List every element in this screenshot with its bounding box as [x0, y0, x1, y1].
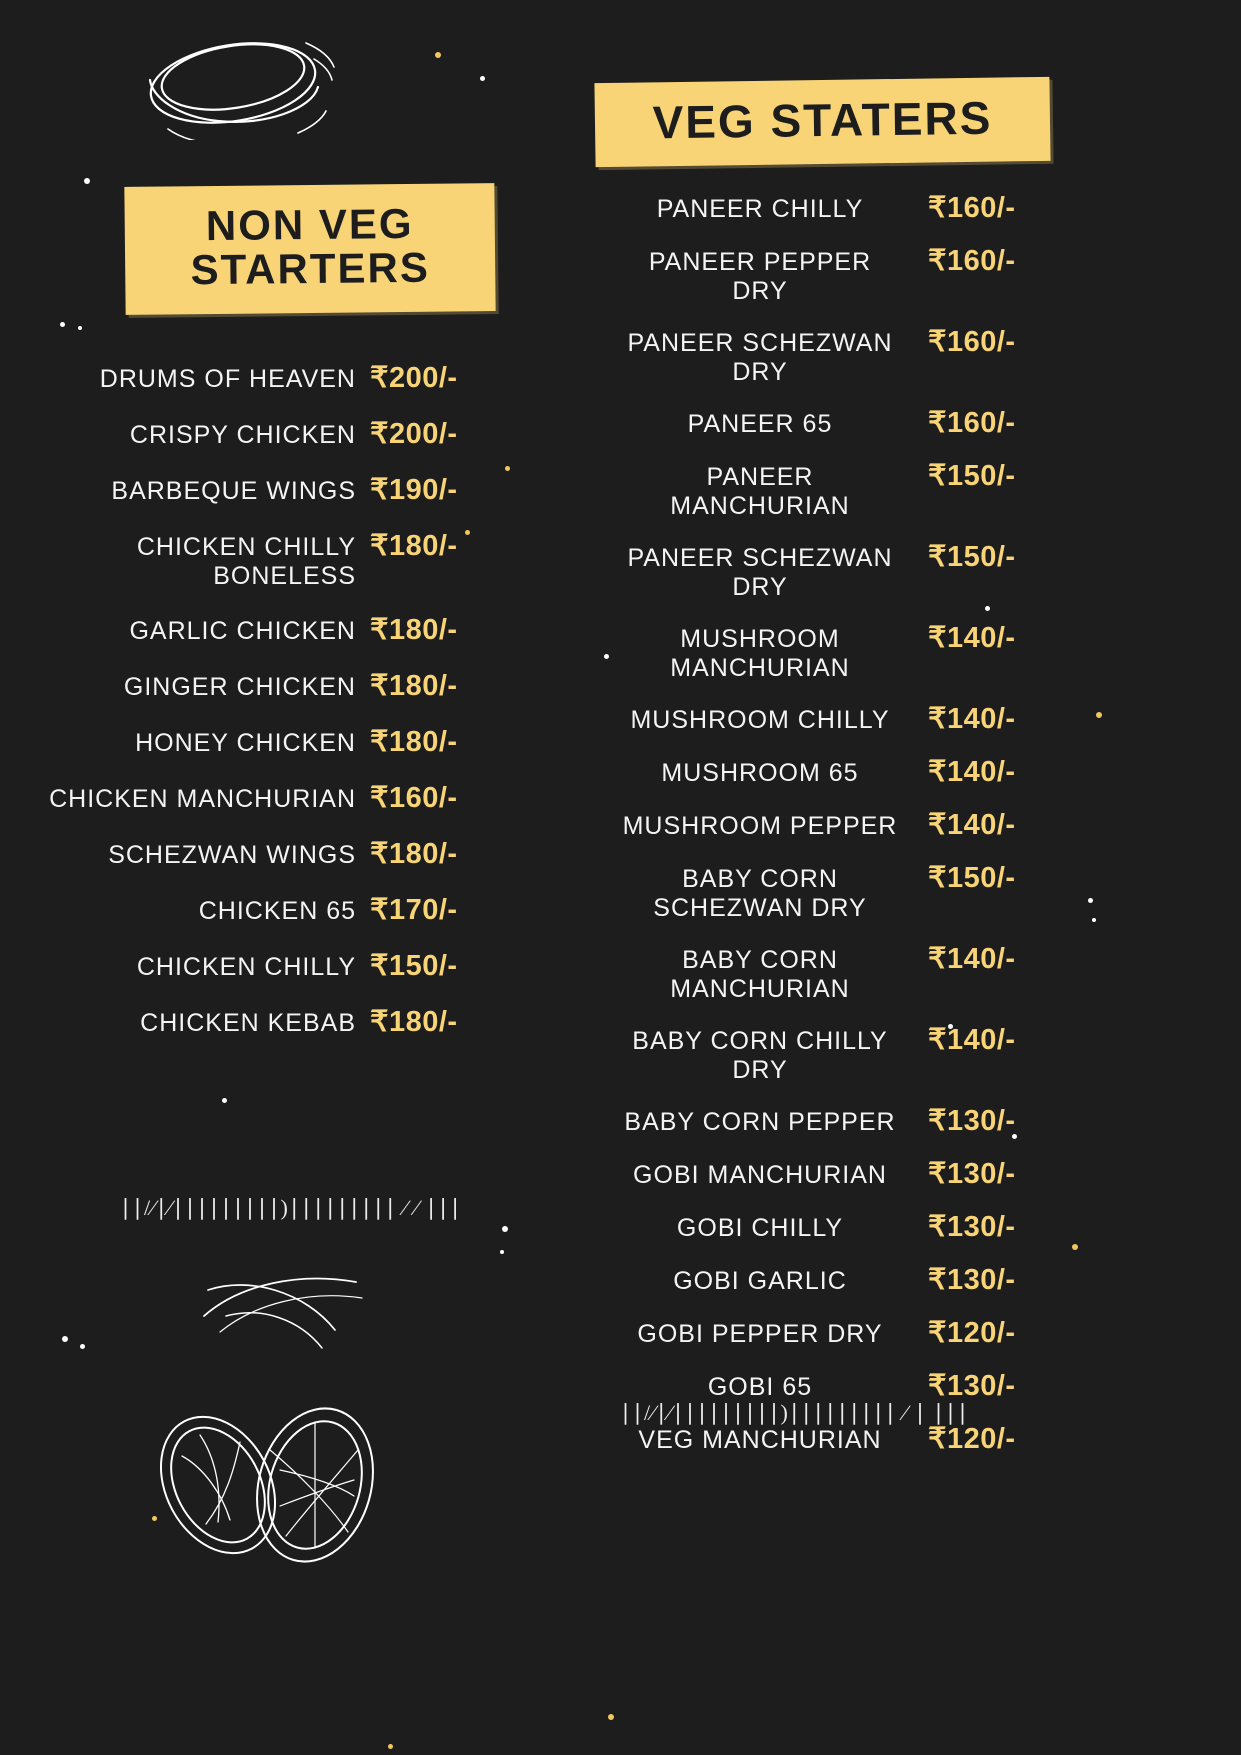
item-price: ₹160/-	[928, 326, 1016, 358]
dot-decoration	[84, 178, 90, 184]
veg-item-list	[620, 190, 1220, 1474]
dot-decoration	[388, 1744, 393, 1749]
item-price: ₹130/-	[928, 1370, 1016, 1402]
menu-item-row	[620, 1103, 1220, 1138]
menu-item-row	[620, 458, 1220, 521]
divider-scribble-left: ∣∣/∕∣∕∣∣∣∣∣∣∣∣∣)∣∣∣∣∣∣∣∣∣ ∕ ∕ ∣∣∣	[120, 1195, 462, 1220]
item-price: ₹160/-	[370, 782, 458, 814]
item-price: ₹130/-	[928, 1158, 1016, 1190]
item-price: ₹190/-	[370, 474, 458, 506]
item-name: CRISPY CHICKEN	[129, 421, 356, 449]
menu-item-row	[20, 780, 600, 815]
item-price: ₹180/-	[370, 670, 458, 702]
veg-heading	[594, 77, 1050, 168]
item-price: ₹200/-	[370, 362, 458, 394]
item-price: ₹130/-	[928, 1264, 1016, 1296]
menu-item-row	[620, 754, 1220, 789]
dot-decoration	[60, 322, 65, 327]
dot-decoration	[78, 326, 82, 330]
item-price: ₹200/-	[370, 418, 458, 450]
item-name: CHICKEN CHILLY	[136, 953, 356, 981]
item-name: PANEER CHILLY	[656, 195, 864, 223]
item-price: ₹140/-	[928, 809, 1016, 841]
item-price: ₹180/-	[370, 1006, 458, 1038]
item-name: PANEER PEPPER DRY	[648, 248, 872, 305]
dot-decoration	[80, 1344, 85, 1349]
item-name: BABY CORN MANCHURIAN	[670, 946, 850, 1003]
item-name: GOBI MANCHURIAN	[633, 1161, 887, 1189]
dot-decoration	[480, 76, 485, 81]
item-name: BABY CORN CHILLY DRY	[632, 1027, 888, 1084]
dot-decoration	[500, 1250, 504, 1254]
dot-decoration	[435, 52, 441, 58]
menu-item-row	[20, 724, 600, 759]
brush-stroke-sketch-icon	[190, 1270, 410, 1340]
dot-decoration	[222, 1098, 227, 1103]
item-price: ₹180/-	[370, 838, 458, 870]
item-name: PANEER 65	[687, 410, 833, 438]
veg-heading-label: VEG STATERS	[652, 91, 993, 149]
item-name: VEG MANCHURIAN	[638, 1426, 882, 1454]
item-name: SCHEZWAN WINGS	[108, 841, 356, 869]
item-name: GOBI CHILLY	[676, 1214, 844, 1242]
menu-item-row	[620, 807, 1220, 842]
item-price: ₹180/-	[370, 614, 458, 646]
nonveg-heading-line1: NON VEG	[205, 199, 414, 250]
menu-item-row	[620, 941, 1220, 1004]
item-price: ₹140/-	[928, 756, 1016, 788]
menu-item-row	[620, 1262, 1220, 1297]
item-name: MUSHROOM MANCHURIAN	[670, 625, 850, 682]
item-price: ₹130/-	[928, 1211, 1016, 1243]
item-name: GOBI PEPPER DRY	[637, 1320, 883, 1348]
item-price: ₹160/-	[928, 192, 1016, 224]
menu-item-row	[20, 836, 600, 871]
item-price: ₹180/-	[370, 530, 458, 562]
menu-item-row	[620, 539, 1220, 602]
item-name: CHICKEN MANCHURIAN	[49, 785, 356, 813]
nonveg-item-list	[20, 360, 600, 1060]
item-name: BABY CORN PEPPER	[624, 1108, 896, 1136]
item-name: CHICKEN CHILLY BONELESS	[136, 533, 356, 590]
item-name: GINGER CHICKEN	[123, 673, 356, 701]
nonveg-heading-line2: STARTERS	[190, 243, 431, 294]
item-name: GARLIC CHICKEN	[129, 617, 356, 645]
menu-item-row	[620, 1421, 1220, 1456]
menu-item-row	[20, 668, 600, 703]
menu-item-row	[620, 190, 1220, 225]
menu-item-row	[620, 1209, 1220, 1244]
item-name: PANEER SCHEZWAN DRY	[627, 329, 893, 386]
item-name: CHICKEN 65	[198, 897, 356, 925]
menu-item-row	[620, 860, 1220, 923]
item-price: ₹150/-	[928, 460, 1016, 492]
menu-item-row	[20, 360, 600, 395]
menu-item-row	[620, 324, 1220, 387]
menu-item-row	[620, 1368, 1220, 1403]
item-name: CHICKEN KEBAB	[140, 1009, 356, 1037]
item-price: ₹170/-	[370, 894, 458, 926]
item-name: HONEY CHICKEN	[135, 729, 356, 757]
plate-sketch-icon	[130, 25, 340, 140]
item-price: ₹120/-	[928, 1317, 1016, 1349]
item-name: MUSHROOM CHILLY	[630, 706, 890, 734]
item-price: ₹150/-	[928, 541, 1016, 573]
item-price: ₹160/-	[928, 245, 1016, 277]
item-price: ₹140/-	[928, 703, 1016, 735]
menu-item-row	[20, 892, 600, 927]
item-price: ₹140/-	[928, 943, 1016, 975]
menu-item-row	[620, 620, 1220, 683]
item-price: ₹120/-	[928, 1423, 1016, 1455]
item-name: GOBI 65	[707, 1373, 813, 1401]
menu-item-row	[20, 1004, 600, 1039]
menu-item-row	[20, 528, 600, 591]
menu-item-row	[620, 1156, 1220, 1191]
item-price: ₹150/-	[928, 862, 1016, 894]
item-name: MUSHROOM PEPPER	[622, 812, 898, 840]
item-price: ₹150/-	[370, 950, 458, 982]
menu-item-row	[20, 612, 600, 647]
item-name: MUSHROOM 65	[661, 759, 859, 787]
item-name: BARBEQUE WINGS	[111, 477, 356, 505]
item-price: ₹160/-	[928, 407, 1016, 439]
menu-item-row	[620, 1315, 1220, 1350]
nonveg-heading	[124, 183, 495, 315]
item-name: PANEER MANCHURIAN	[670, 463, 850, 520]
menu-item-row	[620, 701, 1220, 736]
item-name: BABY CORN SCHEZWAN DRY	[653, 865, 867, 922]
dot-decoration	[502, 1226, 508, 1232]
item-price: ₹180/-	[370, 726, 458, 758]
item-price: ₹130/-	[928, 1105, 1016, 1137]
item-name: PANEER SCHEZWAN DRY	[627, 544, 893, 601]
item-price: ₹140/-	[928, 622, 1016, 654]
menu-item-row	[620, 1022, 1220, 1085]
menu-item-row	[20, 472, 600, 507]
menu-item-row	[20, 948, 600, 983]
item-name: GOBI GARLIC	[673, 1267, 847, 1295]
dot-decoration	[62, 1336, 68, 1342]
item-price: ₹140/-	[928, 1024, 1016, 1056]
menu-item-row	[620, 243, 1220, 306]
menu-item-row	[20, 416, 600, 451]
item-name: DRUMS OF HEAVEN	[99, 365, 356, 393]
dot-decoration	[608, 1714, 614, 1720]
divider-scribble-right: ∣∣/∕∣∕∣∣∣∣∣∣∣∣∣)∣∣∣∣∣∣∣∣∣ ∕ ∣ ∣∣∣	[620, 1400, 969, 1425]
menu-item-row	[620, 405, 1220, 440]
dot-decoration	[604, 654, 609, 659]
